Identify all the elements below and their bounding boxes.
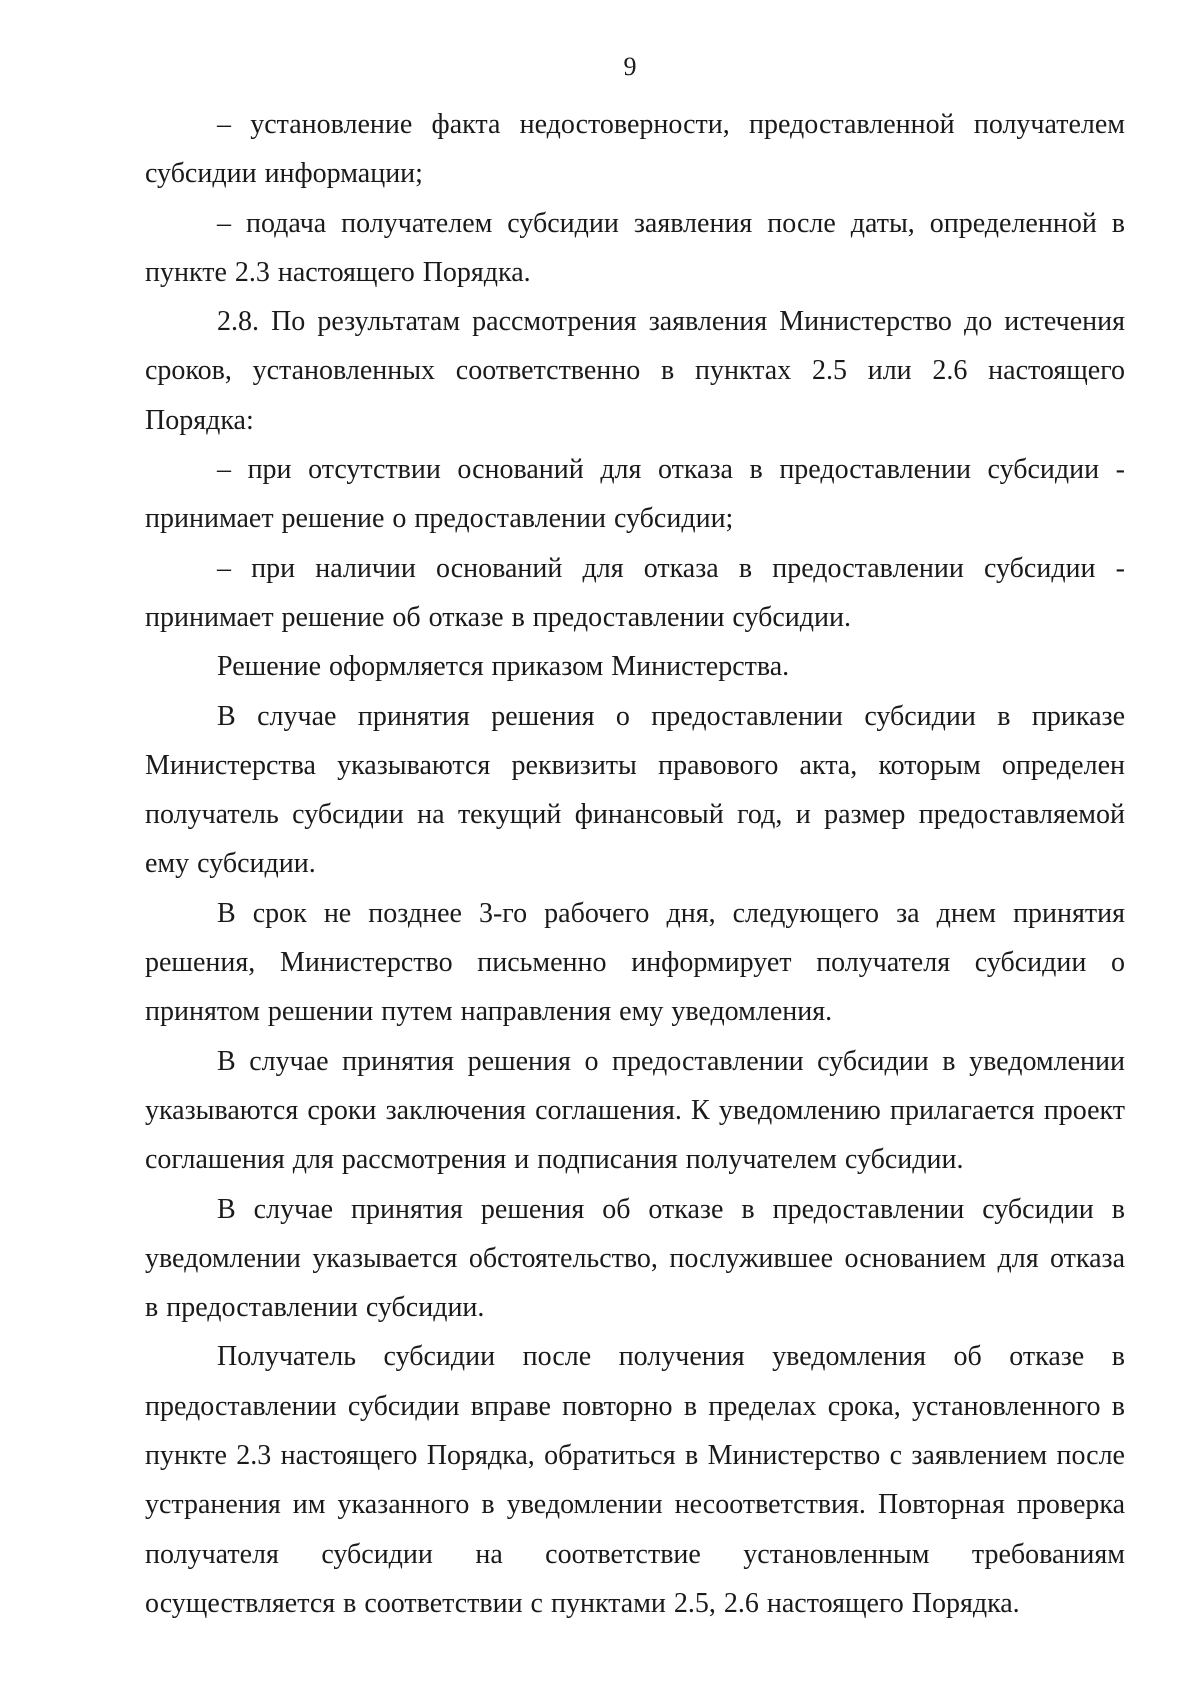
paragraph-notification-deadline: В срок не позднее 3-го рабочего дня, следующего за днем принятия решения, Министерство письменно информирует получателя субсидии о принятом решении путем направления ему уведомления. xyxy=(145,897,1125,1028)
paragraph-grounds-refusal: – при наличии оснований для отказа в предоставлении субсидии - принимает решение об отказе в предоставлении субсидии. xyxy=(145,552,1125,633)
document-body xyxy=(145,100,1125,1628)
paragraph-refusal-reason: В случае принятия решения об отказе в предоставлении субсидии в уведомлении указывается обстоятельство, послужившее основанием для отказа в предоставлении субсидии. xyxy=(145,1193,1125,1324)
paragraph-order-details: В случае принятия решения о предоставлении субсидии в приказе Министерства указываются реквизиты правового акта, которым определен получатель субсидии на текущий финансовый год, и размер предоставляемой ему субсидии. xyxy=(145,700,1125,880)
paragraph-unreliable-info: – установление факта недостоверности, предоставленной получателем субсидии информации; xyxy=(145,109,1125,190)
paragraph-decision-order: Решение оформляется приказом Министерства. xyxy=(217,651,790,683)
paragraph-2-8: 2.8. По результатам рассмотрения заявления Министерство до истечения сроков, установленных соответственно в пунктах 2.5 или 2.6 настоящего Порядка: xyxy=(145,306,1125,436)
paragraph-reapplication: Получатель субсидии после получения уведомления об отказе в предоставлении субсидии вправе повторно в пределах срока, установленного в пункте 2.3 настоящего Порядка, обратиться в Министерство с заявлением после устранения им указанного в уведомлении несоответствия. Повторная проверка получателя субсидии на соответствие установленным требованиям осуществляется в соответствии с пунктами 2.5, 2.6 настоящего Порядка. xyxy=(145,1341,1125,1619)
paragraph-agreement-terms: В случае принятия решения о предоставлении субсидии в уведомлении указываются сроки заключения соглашения. К уведомлению прилагается проект соглашения для рассмотрения и подписания получателем субсидии. xyxy=(145,1045,1125,1176)
page-number: 9 xyxy=(623,52,637,81)
paragraph-late-application: – подача получателем субсидии заявления после даты, определенной в пункте 2.3 настоящего Порядка. xyxy=(145,207,1125,288)
paragraph-no-grounds-refusal: – при отсутствии оснований для отказа в предоставлении субсидии - принимает решение о предоставлении субсидии; xyxy=(145,454,1125,535)
